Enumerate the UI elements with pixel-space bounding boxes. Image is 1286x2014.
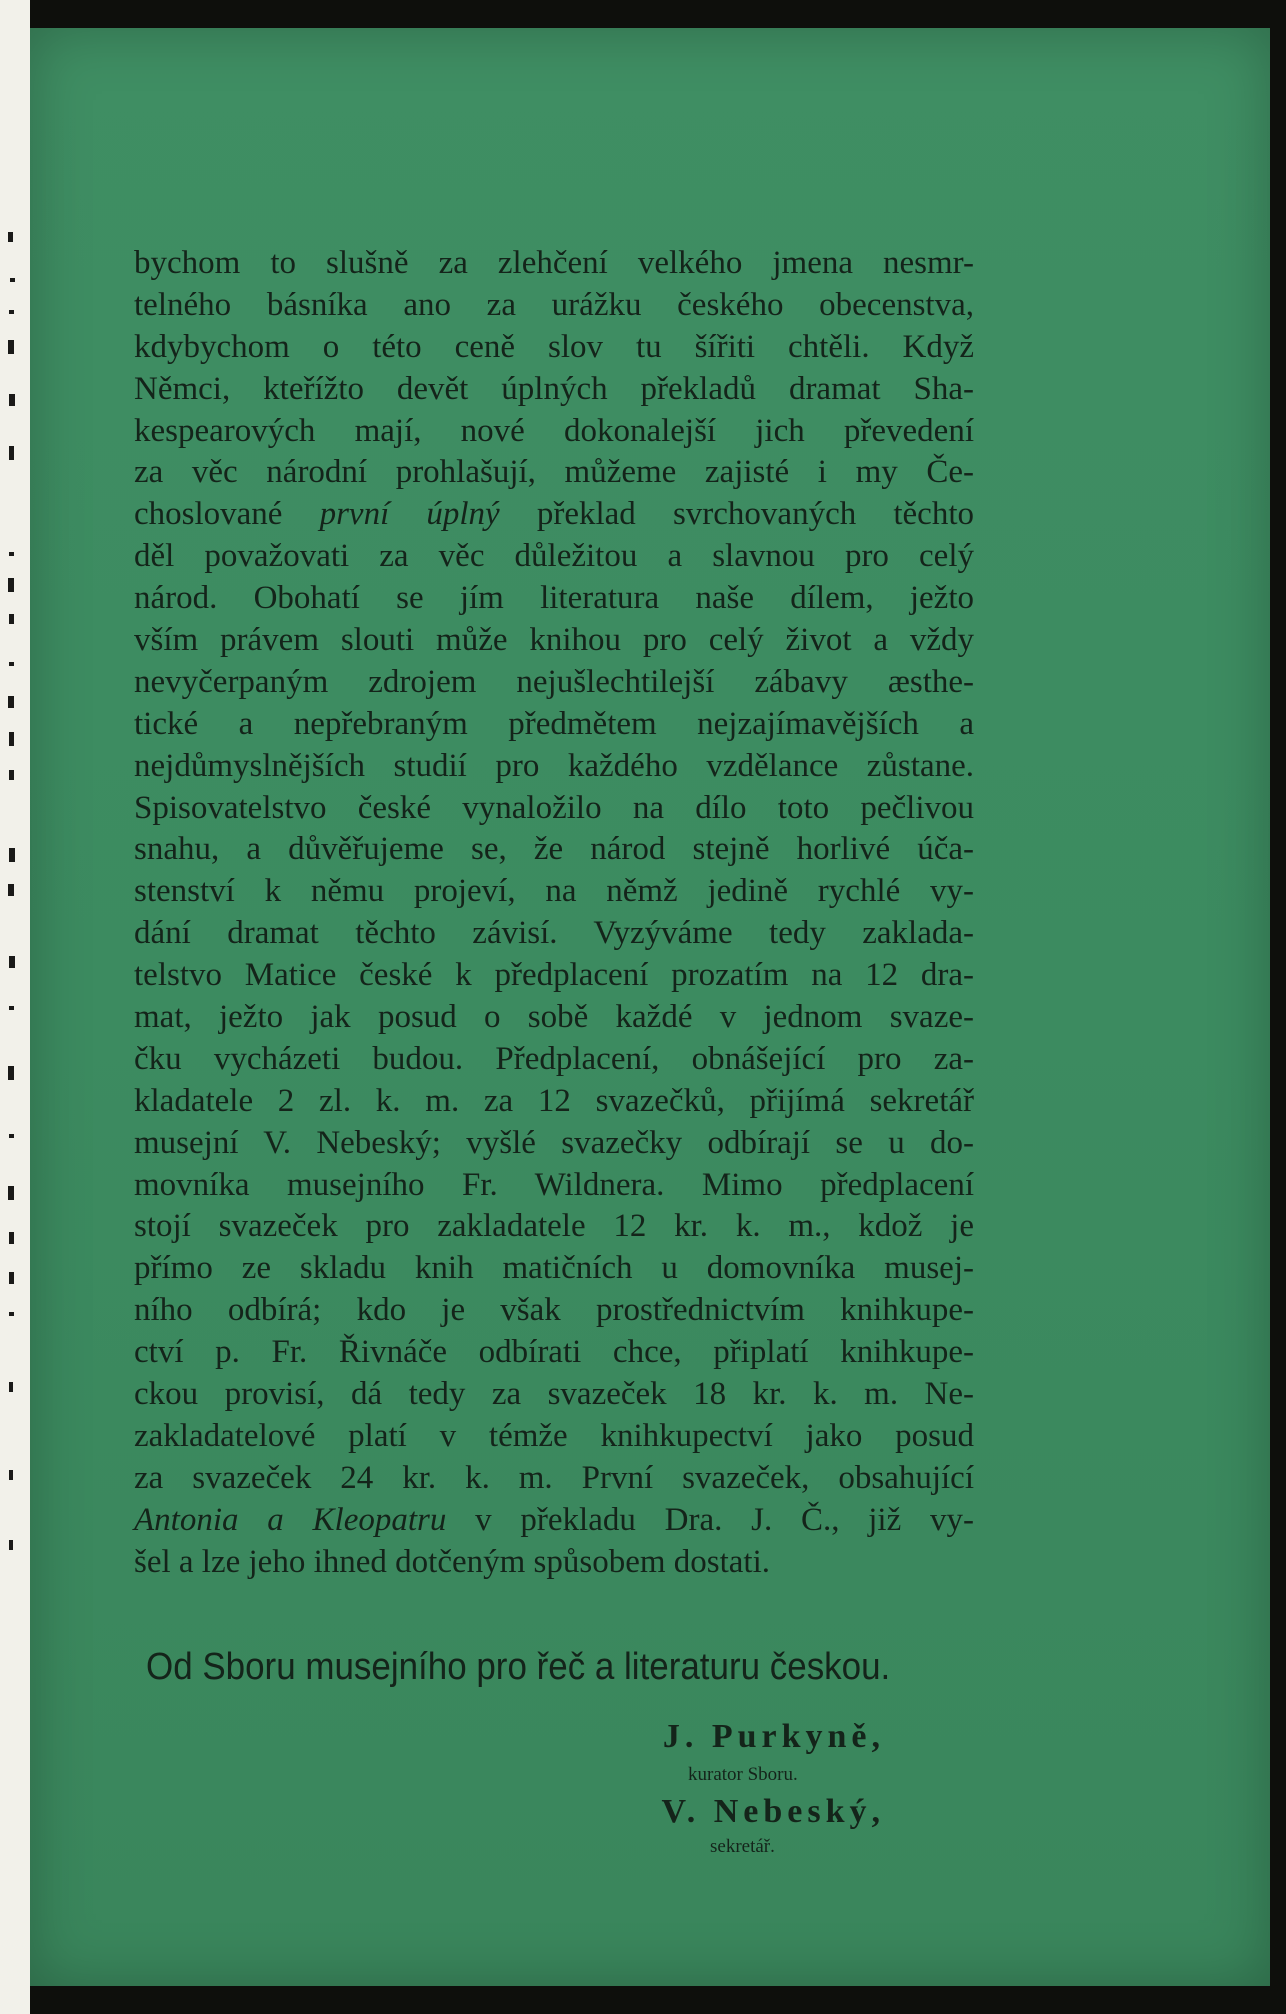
text-line: vším právem slouti může knihou pro celý život a vždy — [134, 622, 974, 659]
text-line: zakladatelové platí v témže knihkupectví jako posud — [134, 1417, 974, 1454]
text-line: Němci, kteřížto devět úplných překladů dramat Sha- — [134, 370, 974, 407]
play-title: Antonia a Kleopatru — [134, 1501, 447, 1538]
text-line: za věc národní prohlašují, můžeme zajisté i my Če- — [134, 454, 974, 491]
text-line: snahu, a důvěřujeme se, že národ stejně horlivé úča- — [134, 831, 974, 868]
signature-role-sekretar: sekretář. — [710, 1836, 775, 1857]
text-line: děl považovati za věc důležitou a slavnou pro celý — [134, 538, 974, 575]
line-rest: v překladu Dra. J. Č., již vy- — [475, 1501, 975, 1538]
text-line: ního odbírá; kdo je však prostřednictvím knihkupe- — [134, 1292, 974, 1329]
text-line: šel a lze jeho ihned dotčeným spůsobem dostati. — [134, 1543, 771, 1580]
text-line: kladatele 2 zl. k. m. za 12 svazečků, přijímá sekretář — [134, 1082, 974, 1119]
signature-role-kurator: kurator Sboru. — [688, 1764, 798, 1785]
line-rest: překlad svrchovaných těchto — [536, 496, 974, 533]
body-text — [134, 243, 974, 1584]
text-line: musejní V. Nebeský; vyšlé svazečky odbírají se u do- — [134, 1124, 974, 1161]
line-lead: choslované — [134, 496, 283, 533]
text-line: čku vycházeti budou. Předplacení, obnášející pro za- — [134, 1040, 974, 1077]
text-line: přímo ze skladu knih matičních u domovníka musej- — [134, 1250, 974, 1287]
text-line: movníka musejního Fr. Wildnera. Mimo předplacení — [134, 1166, 974, 1203]
text-line: bychom to slušně za zlehčení velkého jmena nesmr- — [134, 245, 974, 281]
text-line — [134, 494, 974, 536]
text-line: kdybychom o této ceně slov tu šířiti chtěli. Když — [134, 328, 974, 365]
adjacent-page-marks — [0, 0, 30, 2014]
text-line: telného básníka ano za urážku českého obecenstva, — [134, 286, 974, 323]
text-line: Spisovatelstvo české vynaložilo na dílo toto pečlivou — [134, 789, 974, 826]
text-line: ckou provisí, dá tedy za svazeček 18 kr. k. m. Ne- — [134, 1376, 974, 1413]
signature-name-purkyne: J. Purkyně, — [662, 1718, 885, 1755]
announcement: Od Sboru musejního pro řeč a literaturu českou. — [146, 1646, 891, 1688]
text-line: stenství k němu projeví, na němž jedině rychlé vy- — [134, 873, 974, 910]
text-line — [134, 1500, 974, 1542]
text-line: nevyčerpaným zdrojem nejušlechtilejší zábavy æsthe- — [134, 663, 974, 700]
text-line: stojí svazeček pro zakladatele 12 kr. k. m., kdož je — [134, 1208, 974, 1245]
text-line: tické a nepřebraným předmětem nejzajímavějších a — [134, 705, 974, 742]
text-line: dání dramat těchto závisí. Vyzýváme tedy zaklada- — [134, 915, 974, 952]
text-line: mat, ježto jak posud o sobě každé v jednom svaze- — [134, 999, 974, 1036]
signature-name-nebesky: V. Nebeský, — [661, 1793, 885, 1830]
text-line: nejdůmyslnějších studií pro každého vzdělance zůstane. — [134, 747, 974, 784]
emphasis-first-complete: první úplný — [319, 496, 500, 533]
text-line: národ. Obohatí se jím literatura naše dílem, ježto — [134, 580, 974, 617]
text-line: ctví p. Fr. Řivnáče odbírati chce, připlatí knihkupe- — [134, 1334, 974, 1371]
document-page — [30, 28, 1270, 1986]
text-line: za svazeček 24 kr. k. m. První svazeček, obsahující — [134, 1459, 974, 1496]
text-line: kespearových mají, nové dokonalejší jich převedení — [134, 412, 974, 449]
adjacent-page-strip — [0, 0, 30, 2014]
text-line: telstvo Matice české k předplacení prozatím na 12 dra- — [134, 957, 974, 994]
